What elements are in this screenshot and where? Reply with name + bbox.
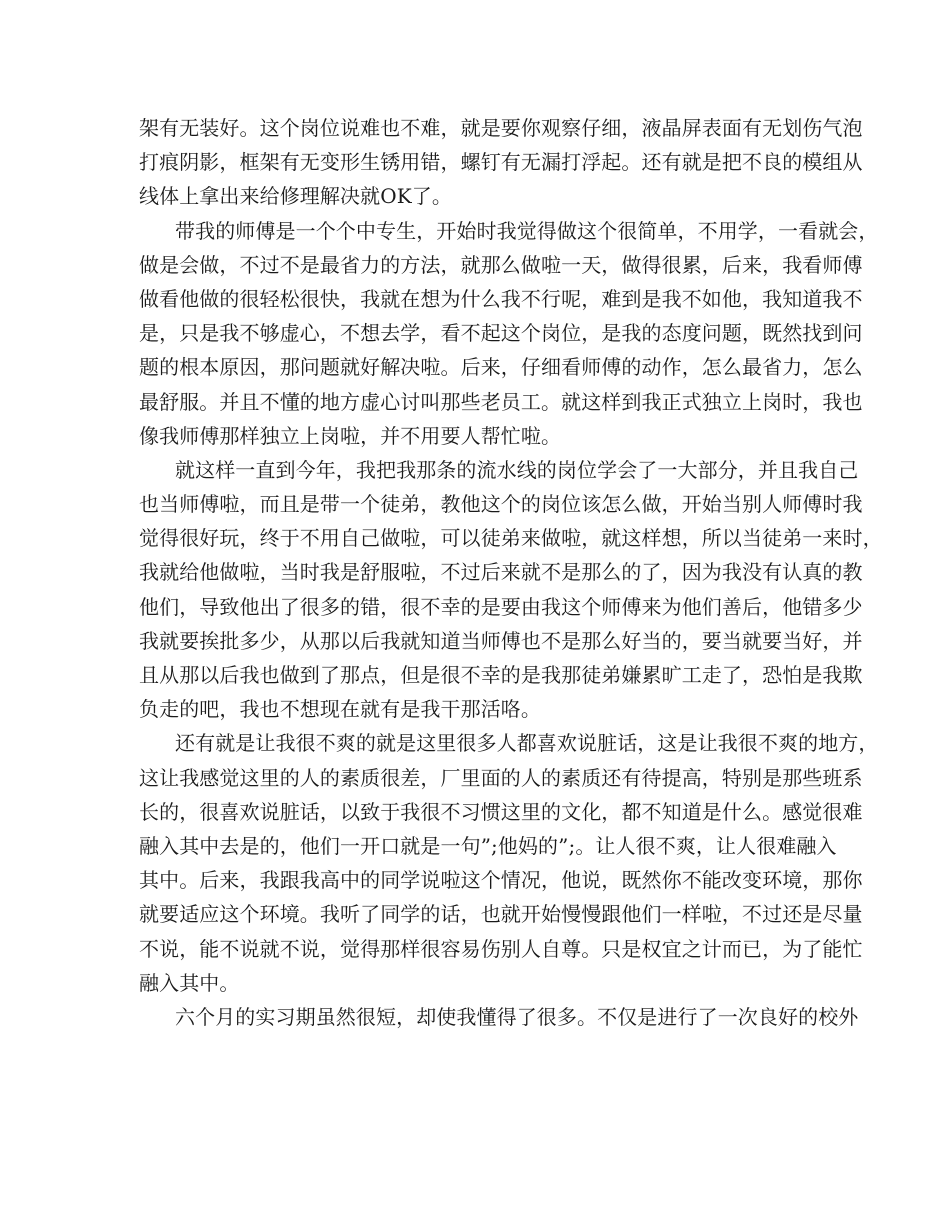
paragraph-first-line: 还有就是让我很不爽的就是这里很多人都喜欢说脏话，这是让我很不爽的地方， (175, 731, 879, 756)
text-line: 也当师傅啦，而且是带一个徒弟，教他这个的岗位该怎么做，开始当别人师傅时我 (139, 492, 863, 517)
document-body-text (139, 111, 883, 1034)
text-line: 做看他做的很轻松很快，我就在想为什么我不行呢，难到是我不如他，我知道我不 (139, 286, 863, 311)
text-line: 他们，导致他出了很多的错，很不幸的是要由我这个师傅来为他们善后，他错多少 (139, 594, 863, 619)
text-line: 架有无装好。这个岗位说难也不难，就是要你观察仔细，液晶屏表面有无划伤气泡 (139, 116, 863, 140)
text-line: 最舒服。并且不懂的地方虚心讨叫那些老员工。就这样到我正式独立上岗时，我也 (139, 389, 863, 414)
text-line: 融入其中去是的，他们一开口就是一句”;他妈的”;。让人很不爽，让人很难融入 (139, 833, 837, 858)
text-line: 题的根本原因，那问题就好解决啦。后来，仔细看师傅的动作，怎么最省力，怎么 (139, 355, 863, 380)
text-line: 就要适应这个环境。我听了同学的话，也就开始慢慢跟他们一样啦，不过还是尽量 (139, 902, 863, 927)
text-line: 长的，很喜欢说脏话，以致于我很不习惯这里的文化，都不知道是什么。感觉很难 (139, 799, 863, 824)
paragraph-first-line: 就这样一直到今年，我把我那条的流水线的岗位学会了一大部分，并且我自己 (175, 457, 859, 482)
text-line: 做是会做，不过不是最省力的方法，就那么做啦一天，做得很累，后来，我看师傅 (139, 252, 863, 277)
text-line: 其中。后来，我跟我高中的同学说啦这个情况，他说，既然你不能改变环境，那你 (139, 868, 863, 893)
paragraph-first-line: 六个月的实习期虽然很短，却使我懂得了很多。不仅是进行了一次良好的校外 (175, 1004, 859, 1029)
text-line: 是，只是我不够虚心，不想去学，看不起这个岗位，是我的态度问题，既然找到问 (139, 321, 863, 346)
text-line: 这让我感觉这里的人的素质很差，厂里面的人的素质还有待提高，特别是那些班系 (139, 765, 863, 790)
text-line: 线体上拿出来给修理解决就OK了。 (139, 184, 452, 209)
text-line: 打痕阴影，框架有无变形生锈用错，螺钉有无漏打浮起。还有就是把不良的模组从 (139, 150, 863, 175)
text-line: 融入其中。 (139, 970, 240, 995)
paragraph-first-line: 带我的师傅是一个个中专生，开始时我觉得做这个很简单，不用学，一看就会， (175, 218, 879, 243)
text-line: 且从那以后我也做到了那点，但是很不幸的是我那徒弟嫌累旷工走了，恐怕是我欺 (139, 663, 863, 687)
text-line: 觉得很好玩，终于不用自己做啦，可以徒弟来做啦，就这样想，所以当徒弟一来时， (139, 526, 883, 551)
text-line: 我就要挨批多少，从那以后我就知道当师傅也不是那么好当的，要当就要当好，并 (139, 628, 863, 653)
text-line: 像我师傅那样独立上岗啦，并不用要人帮忙啦。 (139, 423, 562, 448)
text-line: 负走的吧，我也不想现在就有是我干那活咯。 (139, 697, 541, 722)
text-line: 我就给他做啦，当时我是舒服啦，不过后来就不是那么的了，因为我没有认真的教 (139, 560, 863, 585)
text-line: 不说，能不说就不说，觉得那样很容易伤别人自尊。只是权宜之计而已，为了能忙 (139, 936, 863, 961)
